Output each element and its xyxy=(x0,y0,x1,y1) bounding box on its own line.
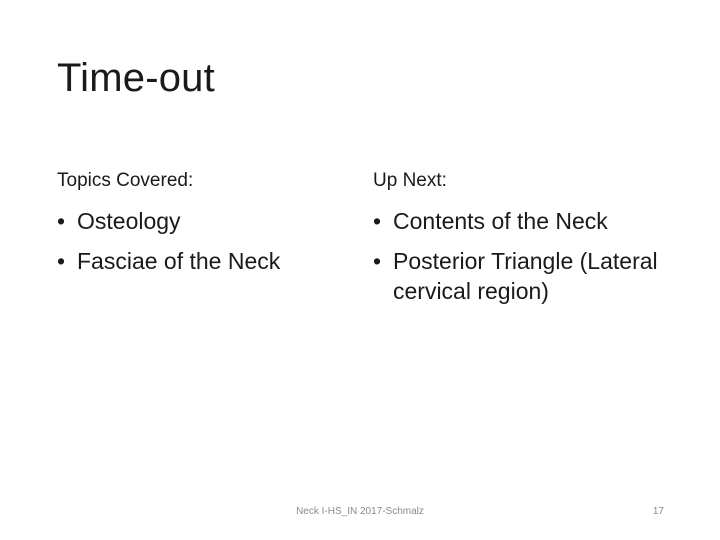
list-item-text: Posterior Triangle (Lateral cervical region) xyxy=(393,248,658,304)
slide-title: Time-out xyxy=(57,56,215,100)
topics-covered-heading: Topics Covered: xyxy=(57,170,194,191)
topics-covered-list xyxy=(57,206,357,276)
list-item-text: Contents of the Neck xyxy=(393,208,608,234)
list-item xyxy=(57,206,357,236)
bullet-icon: • xyxy=(57,248,66,274)
list-item xyxy=(57,246,357,276)
bullet-icon: • xyxy=(373,208,382,234)
topics-covered-column xyxy=(57,170,357,286)
up-next-column xyxy=(373,170,693,316)
footer-text: Neck I-HS_IN 2017-Schmalz xyxy=(296,506,424,517)
list-item-text: Fasciae of the Neck xyxy=(77,248,281,274)
up-next-list xyxy=(373,206,693,306)
up-next-heading: Up Next: xyxy=(373,170,447,191)
list-item xyxy=(373,206,693,236)
page-number: 17 xyxy=(652,506,664,517)
bullet-icon: • xyxy=(373,248,382,274)
list-item xyxy=(373,246,693,306)
list-item-text: Osteology xyxy=(77,208,181,234)
bullet-icon: • xyxy=(57,208,66,234)
